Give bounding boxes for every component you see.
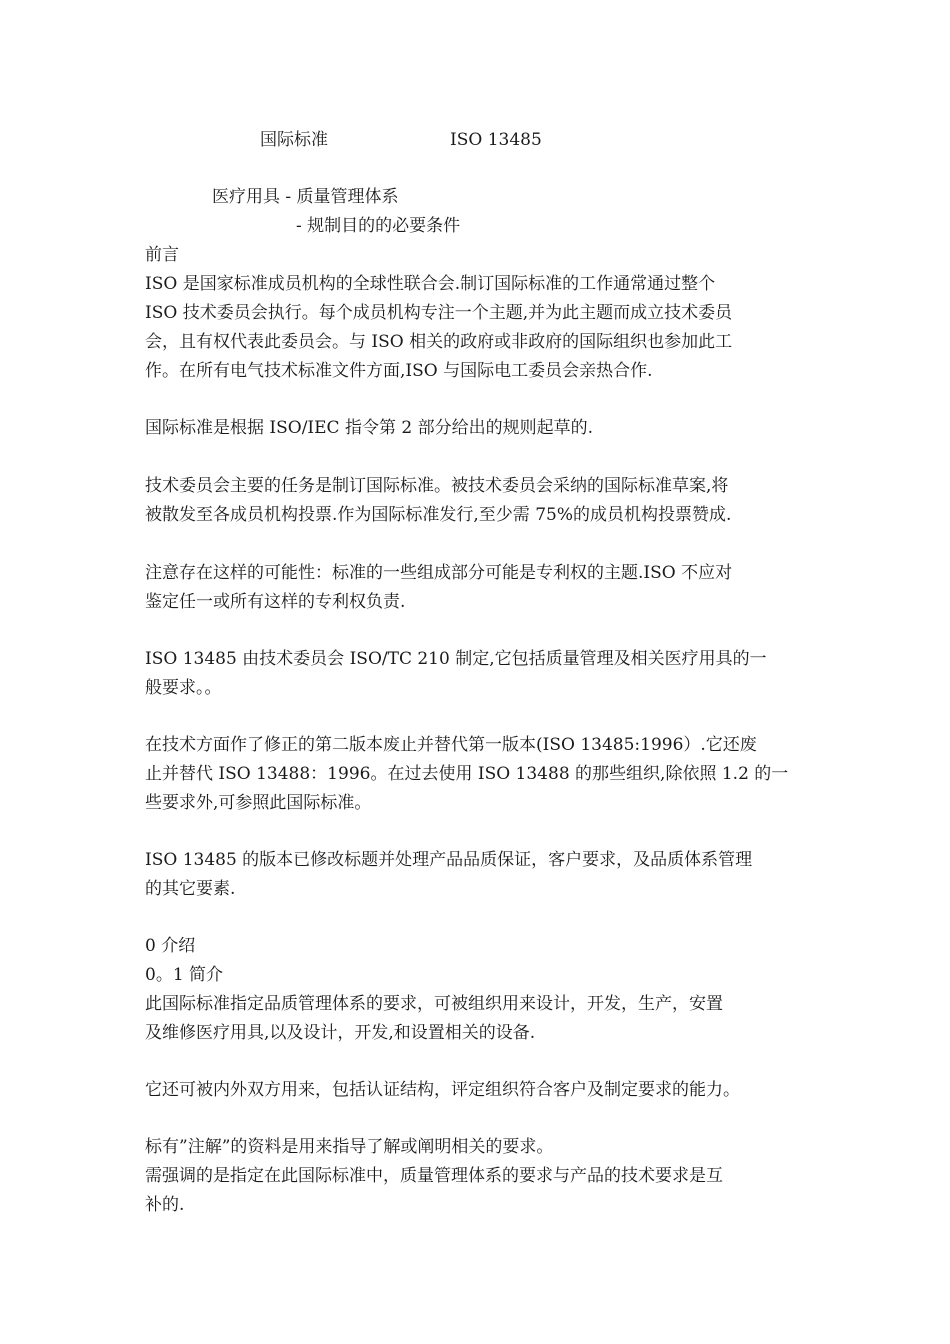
paragraph-line: 标有”注解”的资料是用来指导了解或阐明相关的要求。 [145, 1137, 554, 1157]
subsection-heading-overview: 0。1 简介 [145, 965, 224, 985]
section-heading-introduction: 0 介绍 [145, 936, 196, 956]
paragraph-line: ISO 技术委员会执行。每个成员机构专注一个主题,并为此主题而成立技术委员 [145, 303, 733, 323]
standard-number-title: ISO 13485 [450, 130, 542, 150]
paragraph-line: 需强调的是指定在此国际标准中，质量管理体系的要求与产品的技术要求是互 [145, 1166, 723, 1186]
paragraph-line: 止并替代 ISO 13488：1996。在过去使用 ISO 13488 的那些组织,除依照 1.2 的一 [145, 764, 789, 784]
paragraph-line: 的其它要素. [145, 879, 236, 899]
document-subtitle-line-1: 医疗用具 - 质量管理体系 [212, 187, 399, 207]
paragraph-line: 国际标准是根据 ISO/IEC 指令第 2 部分给出的规则起草的. [145, 418, 593, 438]
paragraph-line: 在技术方面作了修正的第二版本废止并替代第一版本(ISO 13485:1996）.它还废 [145, 735, 757, 755]
document-subtitle-line-2: - 规制目的的必要条件 [296, 216, 461, 236]
paragraph-line: 及维修医疗用具,以及设计，开发,和设置相关的设备. [145, 1023, 536, 1043]
paragraph-line: 技术委员会主要的任务是制订国际标准。被技术委员会采纳的国际标准草案,将 [145, 476, 729, 496]
paragraph-line: ISO 13485 由技术委员会 ISO/TC 210 制定,它包括质量管理及相关医疗用具的一 [145, 649, 767, 669]
standard-type-title: 国际标准 [260, 130, 328, 150]
paragraph-line: ISO 13485 的版本已修改标题并处理产品品质保证，客户要求，及品质体系管理 [145, 850, 753, 870]
paragraph-line: 注意存在这样的可能性：标准的一些组成部分可能是专利权的主题.ISO 不应对 [145, 563, 733, 583]
paragraph-line: 被散发至各成员机构投票.作为国际标准发行,至少需 75%的成员机构投票赞成. [145, 505, 732, 525]
paragraph-line: 补的. [145, 1195, 185, 1215]
section-heading-foreword: 前言 [145, 245, 179, 265]
paragraph-line: 鉴定任一或所有这样的专利权负责. [145, 592, 406, 612]
paragraph-line: 此国际标准指定品质管理体系的要求，可被组织用来设计，开发，生产，安置 [145, 994, 723, 1014]
paragraph-line: 些要求外,可参照此国际标准。 [145, 793, 372, 813]
paragraph-line: 它还可被内外双方用来，包括认证结构，评定组织符合客户及制定要求的能力。 [145, 1080, 740, 1100]
paragraph-line: ISO 是国家标准成员机构的全球性联合会.制订国际标准的工作通常通过整个 [145, 274, 716, 294]
paragraph-line: 般要求。。 [145, 678, 222, 698]
paragraph-line: 作。在所有电气技术标准文件方面,ISO 与国际电工委员会亲热合作. [145, 361, 653, 381]
paragraph-line: 会，且有权代表此委员会。与 ISO 相关的政府或非政府的国际组织也参加此工 [145, 332, 733, 352]
